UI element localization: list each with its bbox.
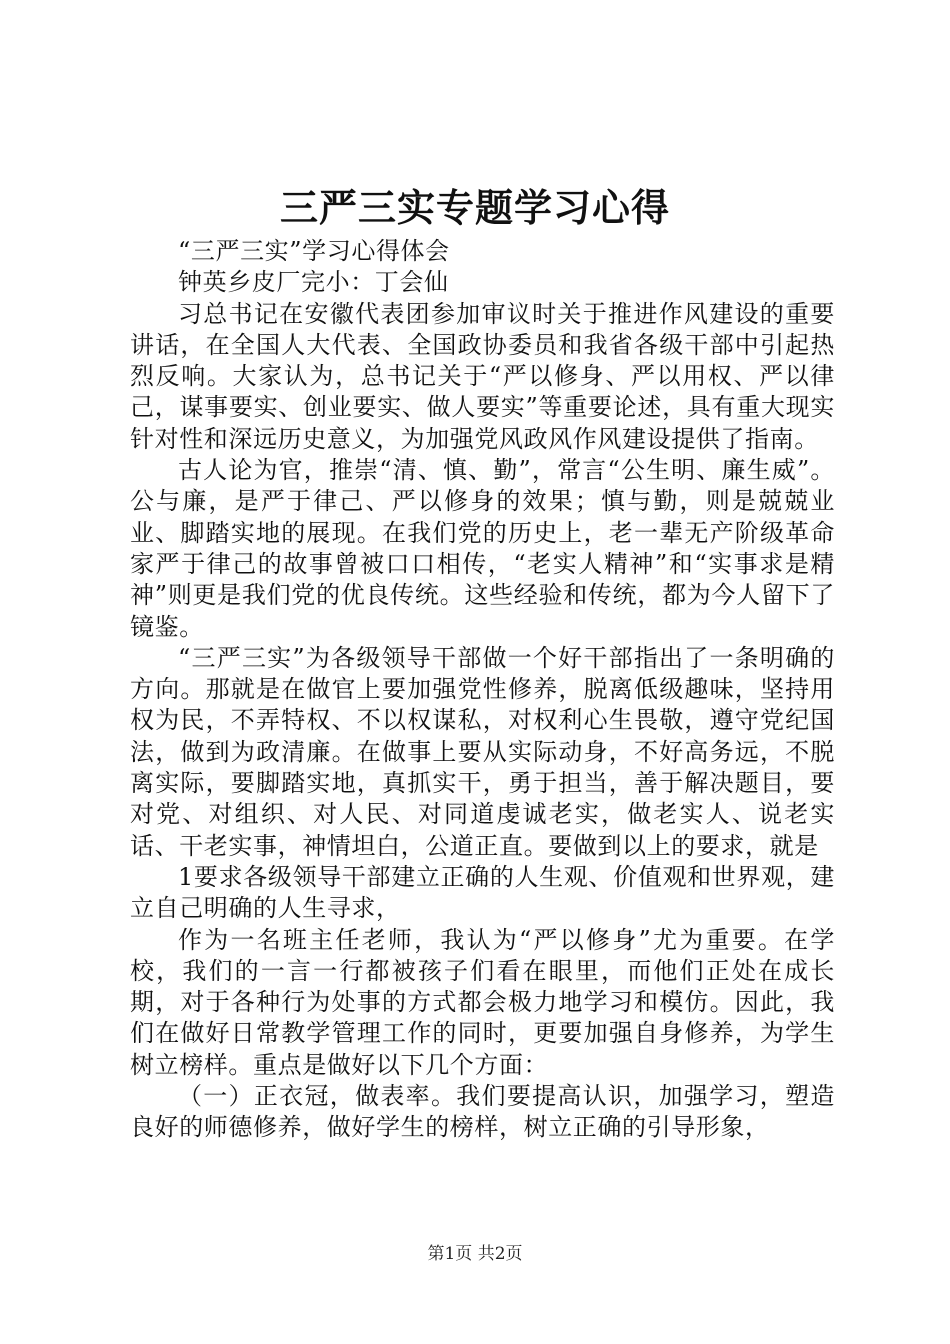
body-paragraph: “三严三实”为各级领导干部做一个好干部指出了一条明确的方向。那就是在做官上要加强党性修养，脱离低级趣味，坚持用权为民，不弄特权、不以权谋私，对权利心生畏敬，遵守党纪国法，做到为政清廉。在做事上要从实际动身，不好高务远，不脱离实际，要脚踏实地，真抓实干，勇于担当，善于解决题目，要对党、对组织、对人民、对同道虔诚老实，做老实人、说老实话、干老实事，神情坦白，公道正直。要做到以上的要求，就是 [130, 643, 835, 860]
page-number-footer: 第1页 共2页 [427, 1244, 523, 1264]
author-paragraph: 钟英乡皮厂完小：丁会仙 [178, 268, 449, 297]
body-paragraph: 习总书记在安徽代表团参加审议时关于推进作风建设的重要讲话，在全国人大代表、全国政协委员和我省各级干部中引起热烈反响。大家认为，总书记关于“严以修身、严以用权、严以律己，谋事要实、创业要实、做人要实”等重要论述，具有重大现实针对性和深远历史意义，为加强党风政风作风建设提供了指南。 [130, 299, 835, 453]
subtitle-paragraph: “三严三实”学习心得体会 [178, 237, 450, 265]
body-paragraph: （一）正衣冠，做表率。我们要提高认识，加强学习，塑造良好的师德修养，做好学生的榜样，树立正确的引导形象， [130, 1082, 835, 1142]
body-paragraph: 1要求各级领导干部建立正确的人生观、价值观和世界观，建立自己明确的人生寻求， [130, 862, 835, 923]
document-body [130, 236, 835, 1144]
body-paragraph: 作为一名班主任老师，我认为“严以修身”尤为重要。在学校，我们的一言一行都被孩子们看在眼里，而他们正处在成长期，对于各种行为处事的方式都会极力地学习和模仿。因此，我们在做好日常教学管理工作的同时，更要加强自身修养，为学生树立榜样。重点是做好以下几个方面： [130, 925, 835, 1079]
body-paragraph: 古人论为官，推崇“清、慎、勤”，常言“公生明、廉生威”。公与廉，是严于律己、严以修身的效果；慎与勤，则是兢兢业业、脚踏实地的展现。在我们党的历史上，老一辈无产阶级革命家严于律己的故事曾被口口相传，“老实人精神”和“实事求是精神”则更是我们党的优良传统。这些经验和传统，都为今人留下了镜鉴。 [130, 456, 835, 641]
document-title: 三严三实专题学习心得 [279, 185, 670, 230]
